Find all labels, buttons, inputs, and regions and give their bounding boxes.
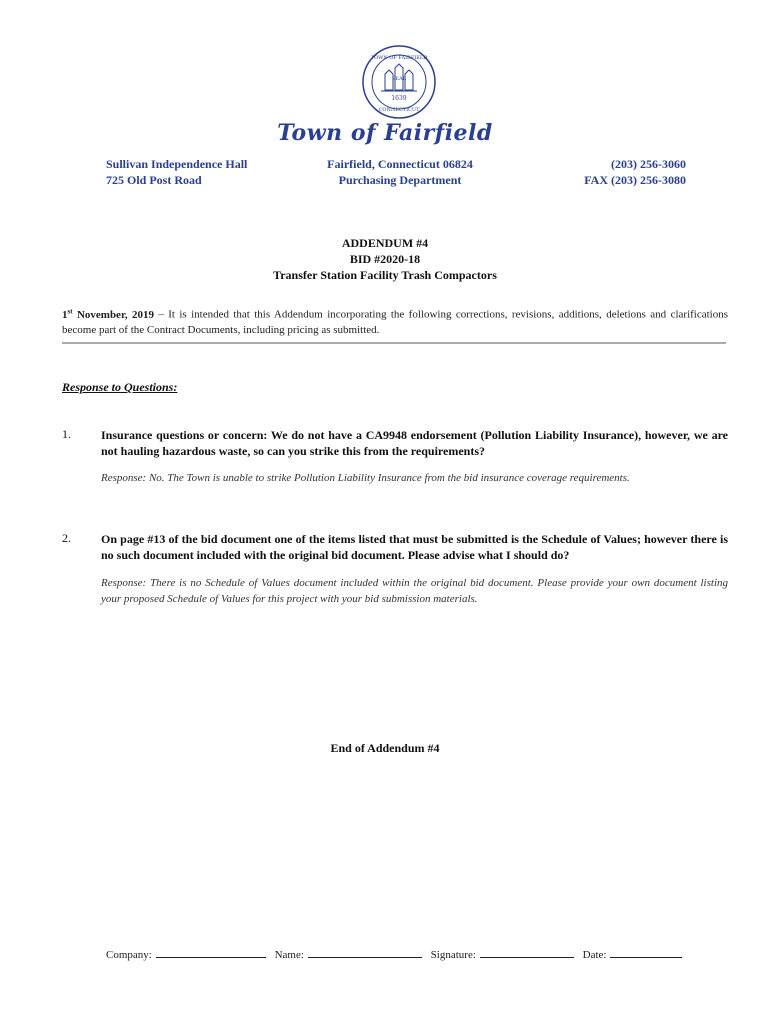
address-line-1: Sullivan Independence Hall xyxy=(106,157,248,171)
company-label: Company: xyxy=(106,949,152,961)
address-block xyxy=(106,156,247,188)
bid-number: BID #2020-18 xyxy=(349,252,421,266)
svg-text:1639: 1639 xyxy=(391,95,407,102)
response-text: Response: No. The Town is unable to strike Pollution Liability Insurance from the bid insurance coverage requirements. xyxy=(101,472,630,484)
question-number: 2. xyxy=(62,531,71,545)
city-line: Fairfield, Connecticut 06824 xyxy=(327,157,473,171)
section-title: Response to Questions: xyxy=(62,380,178,394)
signature-row xyxy=(106,947,688,961)
phone-block xyxy=(560,156,686,188)
svg-text:CONNECTICUT: CONNECTICUT xyxy=(378,107,420,113)
response-text: Response: There is no Schedule of Values document included within the original bid document. Please provide your own document listing your proposed Schedule of Values for this project with your bid submission materials. xyxy=(101,577,728,605)
question-number: 1. xyxy=(62,427,71,441)
intro-paragraph xyxy=(62,304,728,338)
intro-text: – It is intended that this Addendum incorporating the following corrections, revisions, additions, deletions and clarifications become part of the Contract Documents, including pricing as submitted. xyxy=(62,308,728,336)
fax-line: FAX (203) 256-3080 xyxy=(584,173,686,187)
date-label: Date: xyxy=(582,949,607,961)
svg-text:TOWN OF FAIRFIELD: TOWN OF FAIRFIELD xyxy=(370,55,428,61)
end-of-addendum: End of Addendum #4 xyxy=(330,741,440,755)
phone-line: (203) 256-3060 xyxy=(611,157,686,171)
name-field[interactable] xyxy=(308,947,422,958)
name-label: Name: xyxy=(274,949,304,961)
svg-text:SEAL: SEAL xyxy=(391,76,407,82)
addendum-title: ADDENDUM #4 xyxy=(341,236,429,250)
date-field[interactable] xyxy=(610,947,682,958)
question-text: Insurance questions or concern: We do not have a CA9948 endorsement (Pollution Liability Insurance), however, we are not hauling hazardous waste, so can you strike this from the requirements? xyxy=(101,428,728,458)
address-line-2: 725 Old Post Road xyxy=(106,173,202,187)
signature-label: Signature: xyxy=(430,949,476,961)
town-seal xyxy=(361,44,437,120)
intro-date: 1st November, 2019 xyxy=(62,307,154,321)
divider xyxy=(62,342,726,344)
town-name: Town of Fairfield xyxy=(277,120,493,146)
company-field[interactable] xyxy=(156,947,266,958)
signature-field[interactable] xyxy=(480,947,574,958)
city-department-block xyxy=(300,156,500,188)
department-line: Purchasing Department xyxy=(338,173,462,187)
bid-subject: Transfer Station Facility Trash Compactors xyxy=(273,268,497,282)
question-text: On page #13 of the bid document one of the items listed that must be submitted is the Schedule of Values; however there is no such document included with the original bid document. Please advise what I should do? xyxy=(101,532,728,562)
